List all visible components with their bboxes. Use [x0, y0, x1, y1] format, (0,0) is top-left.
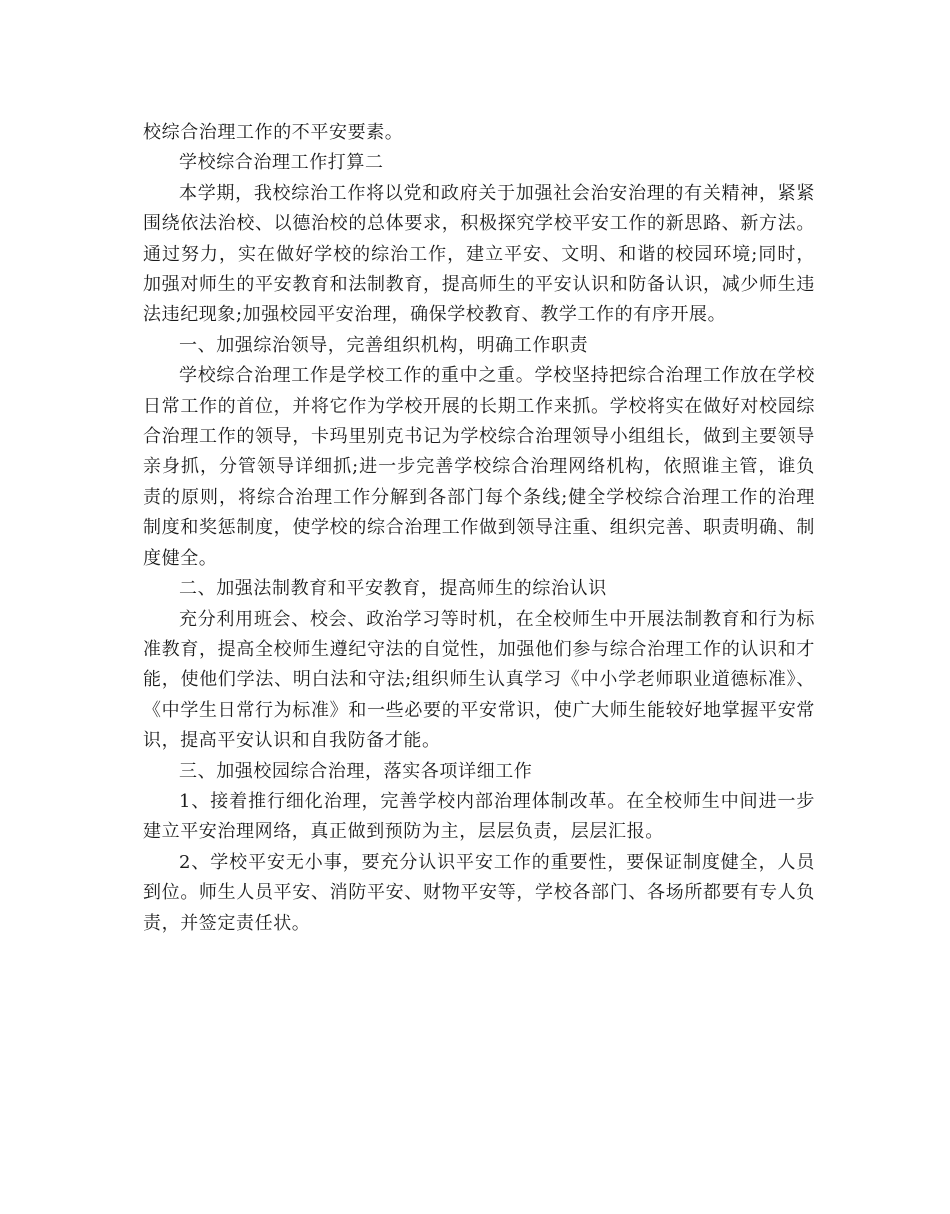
heading-three: 三、加强校园综合治理，落实各项详细工作: [179, 760, 533, 782]
paragraph-item-1: 1、接着推行细化治理，完善学校内部治理体制改革。在全校师生中间进一步建立平安治理网络，真正做到预防为主，层层负责，层层汇报。: [143, 790, 815, 843]
paragraph-continuation: 校综合治理工作的不平安要素。: [143, 122, 404, 143]
paragraph-education: 充分利用班会、校会、政治学习等时机，在全校师生中开展法制教育和行为标准教育，提高全校师生遵纪守法的自觉性，加强他们参与综合治理工作的认识和才能，使他们学法、明白法和守法;组织师生认真学习《中小学老师职业道德标准》、《中学生日常行为标准》和一些必要的平安常识，使广大师生能较好地掌握平安常识，提高平安认识和自我防备才能。: [143, 608, 815, 752]
paragraph-item-2: 2、学校平安无小事，要充分认识平安工作的重要性，要保证制度健全，人员到位。师生人员平安、消防平安、财物平安等，学校各部门、各场所都要有专人负责，并签定责任状。: [143, 851, 815, 934]
document-body: [143, 118, 815, 939]
paragraph-intro: 本学期，我校综治工作将以党和政府关于加强社会治安治理的有关精神，紧紧围绕依法治校、以德治校的总体要求，积极探究学校平安工作的新思路、新方法。通过努力，实在做好学校的综治工作，建立平安、文明、和谐的校园环境;同时，加强对师生的平安教育和法制教育，提高师生的平安认识和防备认识，减少师生违法违纪现象;加强校园平安治理，确保学校教育、教学工作的有序开展。: [143, 182, 815, 326]
heading-two: 二、加强法制教育和平安教育，提高师生的综治认识: [179, 578, 607, 600]
section-title: 学校综合治理工作打算二: [179, 152, 384, 174]
heading-one: 一、加强综治领导，完善组织机构，明确工作职责: [179, 334, 589, 356]
paragraph-leadership: 学校综合治理工作是学校工作的重中之重。学校坚持把综合治理工作放在学校日常工作的首位，并将它作为学校开展的长期工作来抓。学校将实在做好对校园综合治理工作的领导，卡玛里别克书记为学校综合治理领导小组组长，做到主要领导亲身抓，分管领导详细抓;进一步完善学校综合治理网络机构，依照谁主管，谁负责的原则，将综合治理工作分解到各部门每个条线;健全学校综合治理工作的治理制度和奖惩制度，使学校的综合治理工作做到领导注重、组织完善、职责明确、制度健全。: [143, 365, 815, 569]
